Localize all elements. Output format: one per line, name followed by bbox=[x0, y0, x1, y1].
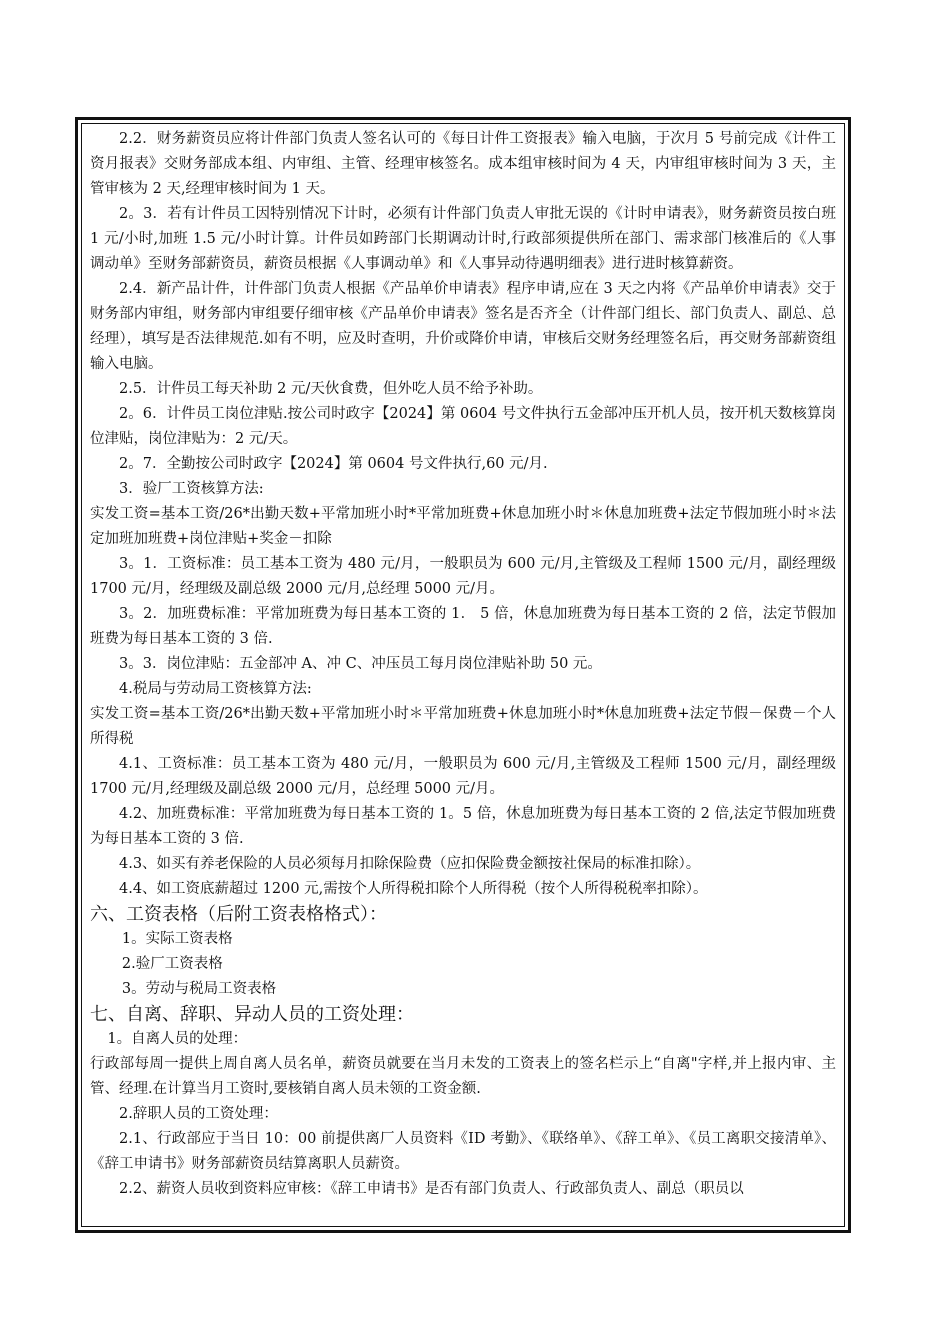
para-3-heading: 3．验厂工资核算方法: bbox=[119, 481, 264, 497]
para-4-1: 4.1、工资标准：员工基本工资为 480 元/月，一般职员为 600 元/月,主管级及工程师 1500 元/月，副经理级 1700 元/月,经理级及副总级 2000 元/月，总经理 5000 元/月。 bbox=[90, 756, 836, 797]
para-4-heading: 4.税局与劳动局工资核算方法: bbox=[119, 681, 312, 697]
para-4-4: 4.4、如工资底薪超过 1200 元,需按个人所得税扣除个人所得税（按个人所得税税率扣除）。 bbox=[119, 881, 708, 897]
section-7-2-heading: 2.辞职人员的工资处理： bbox=[119, 1106, 278, 1122]
para-2-7: 2。7．全勤按公司时政字【2024】第 0604 号文件执行,60 元/月. bbox=[119, 456, 548, 472]
para-4-3: 4.3、如买有养老保险的人员必须每月扣除保险费（应扣保险费金额按社保局的标准扣除）。 bbox=[119, 856, 701, 872]
para-2-6: 2。6．计件员工岗位津贴.按公司时政字【2024】第 0604 号文件执行五金部冲压开机人员，按开机天数核算岗位津贴，岗位津贴为：2 元/天。 bbox=[90, 406, 836, 447]
para-4-2: 4.2、加班费标准：平常加班费为每日基本工资的 1。5 倍，休息加班费为每日基本工资的 2 倍,法定节假加班费为每日基本工资的 3 倍. bbox=[90, 806, 836, 847]
section-6-heading: 六、工资表格（后附工资表格格式）： bbox=[90, 904, 387, 925]
section-6-item-1: 1。实际工资表格 bbox=[121, 931, 233, 947]
document-body bbox=[81, 123, 845, 1227]
section-7-1-heading: 1。自离人员的处理： bbox=[107, 1031, 248, 1047]
para-2-2: 2.2．财务薪资员应将计件部门负责人签名认可的《每日计件工资报表》输入电脑，于次月 5 号前完成《计件工资月报表》交财务部成本组、内审组、主管、经理审核签名。成本组审核时间为 4 天，内审组审核时间为 3 天，主管审核为 2 天,经理审核时间为 1 天。 bbox=[90, 131, 836, 197]
para-4-formula: 实发工资=基本工资/26*出勤天数+平常加班小时＊平常加班费+休息加班小时*休息加班费+法定节假－保费－个人所得税 bbox=[90, 706, 836, 747]
para-3-2: 3。2．加班费标准：平常加班费为每日基本工资的 1． 5 倍，休息加班费为每日基本工资的 2 倍，法定节假加班费为每日基本工资的 3 倍. bbox=[90, 606, 836, 647]
section-6-item-3: 3。劳动与税局工资表格 bbox=[121, 981, 277, 997]
para-3-1: 3。1．工资标准：员工基本工资为 480 元/月，一般职员为 600 元/月,主管级及工程师 1500 元/月，副经理级 1700 元/月，经理级及副总级 2000 元/月,总经理 5000 元/月。 bbox=[90, 556, 836, 597]
para-3-formula: 实发工资=基本工资/26*出勤天数+平常加班小时*平常加班费+休息加班小时＊休息加班费+法定节假加班小时＊法定加班加班费+岗位津贴+奖金－扣除 bbox=[90, 506, 836, 547]
para-3-3: 3。3．岗位津贴：五金部冲 A、冲 C、冲压员工每月岗位津贴补助 50 元。 bbox=[119, 656, 602, 672]
para-2-4: 2.4．新产品计件，计件部门负责人根据《产品单价申请表》程序申请,应在 3 天之内将《产品单价申请表》交于财务部内审组，财务部内审组要仔细审核《产品单价申请表》签名是否齐全（计件部门组长、部门负责人、副总、总经理），填写是否法律规范.如有不明，应及时查明，升价或降价申请，审核后交财务经理签名后，再交财务部薪资组输入电脑。 bbox=[90, 281, 836, 372]
section-6-item-2: 2.验厂工资表格 bbox=[121, 956, 223, 972]
document-frame bbox=[75, 117, 851, 1233]
section-7-1-body: 行政部每周一提供上周自离人员名单，薪资员就要在当月未发的工资表上的签名栏示上“自离"字样,并上报内审、主管、经理.在计算当月工资时,要核销自离人员未领的工资金额. bbox=[90, 1056, 836, 1097]
para-2-3: 2。3．若有计件员工因特别情况下计时，必须有计件部门负责人审批无误的《计时申请表》，财务薪资员按白班 1 元/小时,加班 1.5 元/小时计算。计件员如跨部门长期调动计时,行政部须提供所在部门、需求部门核准后的《人事调动单》至财务部薪资员，薪资员根据《人事调动单》和《人事异动待遇明细表》进行进时核算薪资。 bbox=[90, 206, 836, 272]
section-7-heading: 七、自离、辞职、异动人员的工资处理： bbox=[90, 1004, 414, 1025]
section-7-2-1: 2.1、行政部应于当日 10：00 前提供离厂人员资料《ID 考勤》、《联络单》、《辞工单》、《员工离职交接清单》、《辞工申请书》财务部薪资员结算离职人员薪资。 bbox=[90, 1131, 836, 1172]
section-7-2-2: 2.2、薪资人员收到资料应审核：《辞工申请书》是否有部门负责人、行政部负责人、副总（职员以 bbox=[119, 1181, 744, 1197]
para-2-5: 2.5．计件员工每天补助 2 元/天伙食费，但外吃人员不给予补助。 bbox=[119, 381, 543, 397]
